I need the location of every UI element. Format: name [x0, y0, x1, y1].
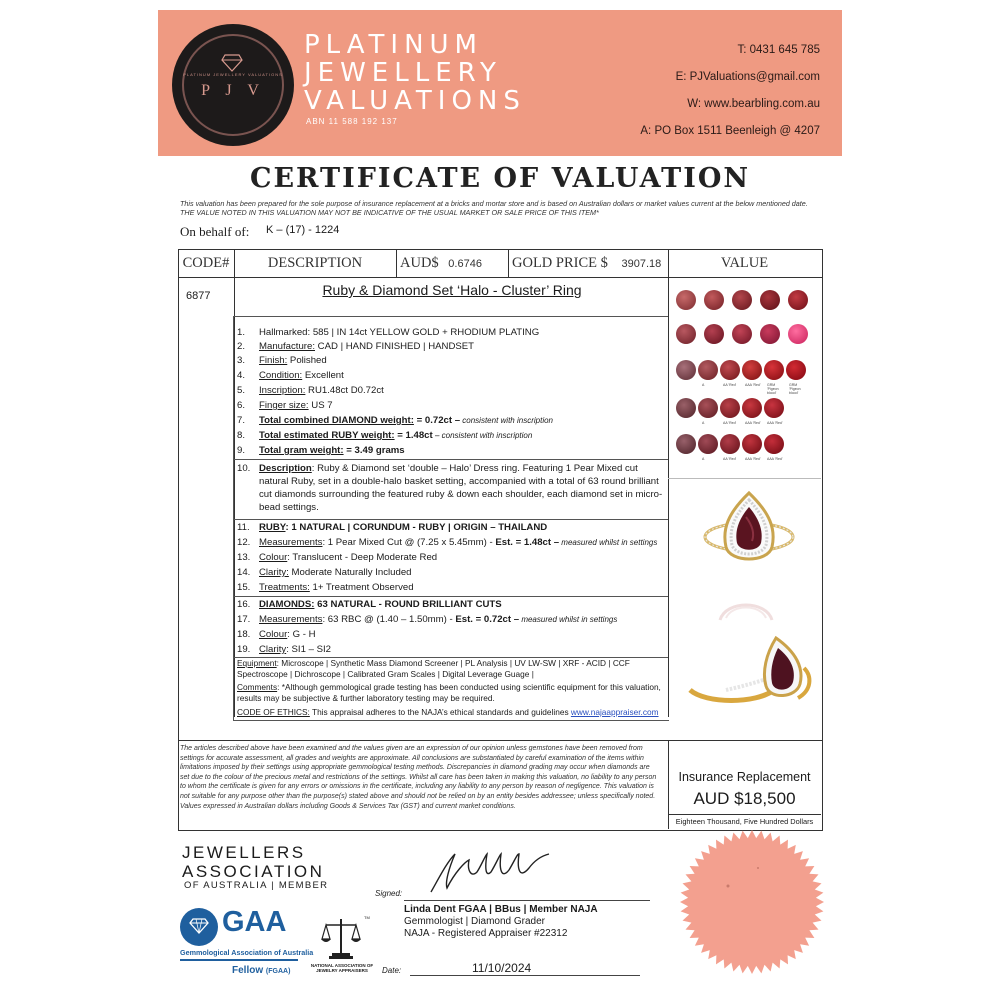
- detail-item: 7. Total combined DIAMOND weight: = 0.72ct – consistent with inscription: [237, 415, 553, 426]
- detail-item: 18. Colour: G - H: [237, 629, 316, 640]
- detail-item: 3. Finish: Polished: [237, 355, 327, 366]
- detail-item: 13. Colour: Translucent - Deep Moderate Red: [237, 552, 438, 563]
- gold-price: 3907.18: [621, 258, 662, 270]
- detail-item: 16. DIAMONDS: 63 NATURAL - ROUND BRILLIANT CUTS: [237, 599, 502, 610]
- gaa-divider: [180, 959, 298, 961]
- gaa-fellow: Fellow (FGAA): [232, 965, 291, 976]
- code-header: CODE#: [178, 249, 235, 277]
- naja-scales-icon: [318, 915, 364, 961]
- date-line: [410, 975, 640, 976]
- item-code: 6877: [186, 290, 211, 302]
- detail-item: 6. Finger size: US 7: [237, 400, 333, 411]
- legal-disclaimer: The articles described above have been examined and the values given are an expression of our opinion unless gemstones have been removed from settings for accurate assessment, all grades and weights are approximate. All conclusions are substantiated by careful examination of the items within limitations imposed by their settings using appropriate gemmological testing methods. Discrepancies in diamond grading may occur when diamonds are set due to the colour of the precious metal and restrictions of the settings. Whilst all care has been taken in making this valuation, no liability to any person to whom the certificate is given for any errors or omissions in the certificate, including any liability to any person by reason of negligence. This valuation is not suitable for any purpose other than the purpose(s) stated above and should not be relied on by an entity besides addressee; unless specifically noted. Values expressed in Australian dollars including Goods & Services Tax (GST) and current market conditions.: [180, 745, 657, 810]
- insurance-amount: AUD $18,500: [693, 789, 796, 808]
- certificate-seal: [678, 828, 826, 976]
- detail-item: 4. Condition: Excellent: [237, 370, 344, 381]
- detail-item-description: 10. Description: Ruby & Diamond set ‘double – Halo’ Dress ring. Featuring 1 Pear Mixed cut natural Ruby, set in a double-halo basket setting, accompanied with a total of 63 round brilliant cut diamonds surrounding the featured ruby & down each shoulder, each diamond set in micro-bead settings.: [237, 463, 663, 513]
- aud-rate: 0.6746: [448, 258, 482, 270]
- brand-line-1: PLATINUM: [304, 30, 483, 60]
- detail-item: 11. RUBY: 1 NATURAL | CORUNDUM - RUBY | ORIGIN – THAILAND: [237, 522, 548, 533]
- certificate-title: CERTIFICATE OF VALUATION: [249, 163, 751, 194]
- detail-item: 15. Treatments: 1+ Treatment Observed: [237, 582, 414, 593]
- item-divider: [233, 459, 668, 460]
- ring-photo-reflection: [716, 592, 776, 626]
- detail-item: 17. Measurements: 63 RBC @ (1.40 – 1.50mm) - Est. = 0.72ct – measured whilst in settings: [237, 614, 618, 625]
- jaa-member-line: OF AUSTRALIA | MEMBER: [184, 880, 329, 891]
- detail-item: 12. Measurements: 1 Pear Mixed Cut @ (7.25 x 5.45mm) - Est. = 1.48ct – measured whilst in settings: [237, 537, 658, 548]
- item-divider: [233, 519, 668, 520]
- insurance-amount-words: Eighteen Thousand, Five Hundred Dollars: [668, 814, 821, 826]
- aud-header: AUD$ 0.6746: [396, 249, 509, 277]
- detail-item: 9. Total gram weight: = 3.49 grams: [237, 445, 405, 456]
- gaa-logo-text: GAA: [222, 906, 287, 938]
- ring-photo-top: [700, 485, 798, 585]
- comments-note: Comments: *Although gemmological grade testing has been conducted using scientific equipment for this valuation, results may be subjective & further laboratory testing may be required.: [237, 682, 661, 703]
- pjv-logo: PLATINUM JEWELLERY VALUATIONS P J V: [172, 24, 294, 146]
- gold-price-header: GOLD PRICE $ 3907.18: [508, 249, 669, 277]
- detail-item: 8. Total estimated RUBY weight: = 1.48ct – consistent with inscription: [237, 430, 533, 441]
- appraiser-name: Linda Dent FGAA | BBus | Member NAJA: [404, 904, 598, 915]
- diamond-icon: [189, 918, 209, 934]
- contact-phone: T: 0431 645 785: [737, 44, 820, 56]
- valuation-date: 11/10/2024: [472, 961, 532, 975]
- item-divider: [233, 596, 668, 597]
- behalf-value: K – (17) - 1224: [266, 224, 340, 236]
- detail-item: 14. Clarity: Moderate Naturally Included: [237, 567, 412, 578]
- contact-address: A: PO Box 1511 Beenleigh @ 4207: [640, 125, 820, 137]
- description-header: DESCRIPTION: [234, 249, 397, 277]
- naja-name: NATIONAL ASSOCIATION OF JEWELRY APPRAISERS: [310, 963, 374, 973]
- abn-number: ABN 11 588 192 137: [306, 117, 398, 126]
- appraiser-role: Gemmologist | Diamond Grader: [404, 916, 545, 927]
- detail-item: 2. Manufacture: CAD | HAND FINISHED | HANDSET: [237, 341, 475, 352]
- date-label: Date:: [382, 966, 402, 975]
- item-title: Ruby & Diamond Set ‘Halo - Cluster’ Ring: [322, 282, 582, 298]
- signature: [425, 848, 555, 898]
- value-header: VALUE: [720, 255, 769, 271]
- code-of-ethics-note: CODE OF ETHICS: This appraisal adheres to the NAJA’s ethical standards and guidelines www.najaappraiser.com: [237, 707, 659, 717]
- insurance-title: Insurance Replacement: [678, 770, 811, 784]
- jaa-logo-text: JEWELLERS ASSOCIATION: [182, 843, 325, 881]
- appraiser-registration: NAJA - Registered Appraiser #22312: [404, 928, 568, 939]
- valuation-disclaimer: This valuation has been prepared for the sole purpose of insurance replacement at a bricks and mortar store and is based on Australian dollars or market values current at the below mentioned date. THE VALUE NOTED IN THIS VALUATION MAY NOT BE INDICATIVE OF THE USUAL MARKET OR SALE PRICE OF THIS ITEM*: [180, 199, 808, 217]
- diamond-icon: [221, 54, 243, 72]
- contact-email: E: PJValuations@gmail.com: [675, 71, 820, 83]
- equipment-note: Equipment: Microscope | Synthetic Mass Diamond Screener | PL Analysis | UV LW-SW | XRF - ACID | CCF Spectroscope | Dichroscope | Calibrated Gram Scales | Digital Leverage Guage |: [237, 658, 630, 679]
- signed-label: Signed:: [375, 889, 403, 898]
- detail-item: 5. Inscription: RU1.48ct D0.72ct: [237, 385, 384, 396]
- gaa-emblem: [180, 908, 218, 946]
- detail-item: 19. Clarity: SI1 – SI2: [237, 644, 331, 655]
- behalf-label: On behalf of:: [180, 224, 250, 239]
- naja-link[interactable]: www.najaappraiser.com: [570, 707, 659, 717]
- contact-website: W: www.bearbling.com.au: [687, 98, 820, 110]
- brand-line-2: JEWELLERY: [304, 58, 502, 88]
- ring-photo-side: [686, 628, 820, 716]
- value-column-divider: [668, 478, 821, 479]
- naja-trademark: TM: [364, 915, 370, 920]
- ruby-grading-chart: A AA 'Red' AAA 'Red' GRM 'Pigeon blood' GRM 'Pigeon blood' A AA 'Red' AAA 'Red' AAA 'Red' A AA 'Red' AAA 'Red' AAA 'Red': [672, 288, 818, 473]
- detail-item: 1. Hallmarked: 585 | IN 14ct YELLOW GOLD + RHODIUM PLATING: [237, 327, 540, 338]
- gaa-full-name: Gemmological Association of Australia: [180, 948, 314, 957]
- signature-line: [404, 900, 650, 901]
- brand-line-3: VALUATIONS: [304, 86, 526, 116]
